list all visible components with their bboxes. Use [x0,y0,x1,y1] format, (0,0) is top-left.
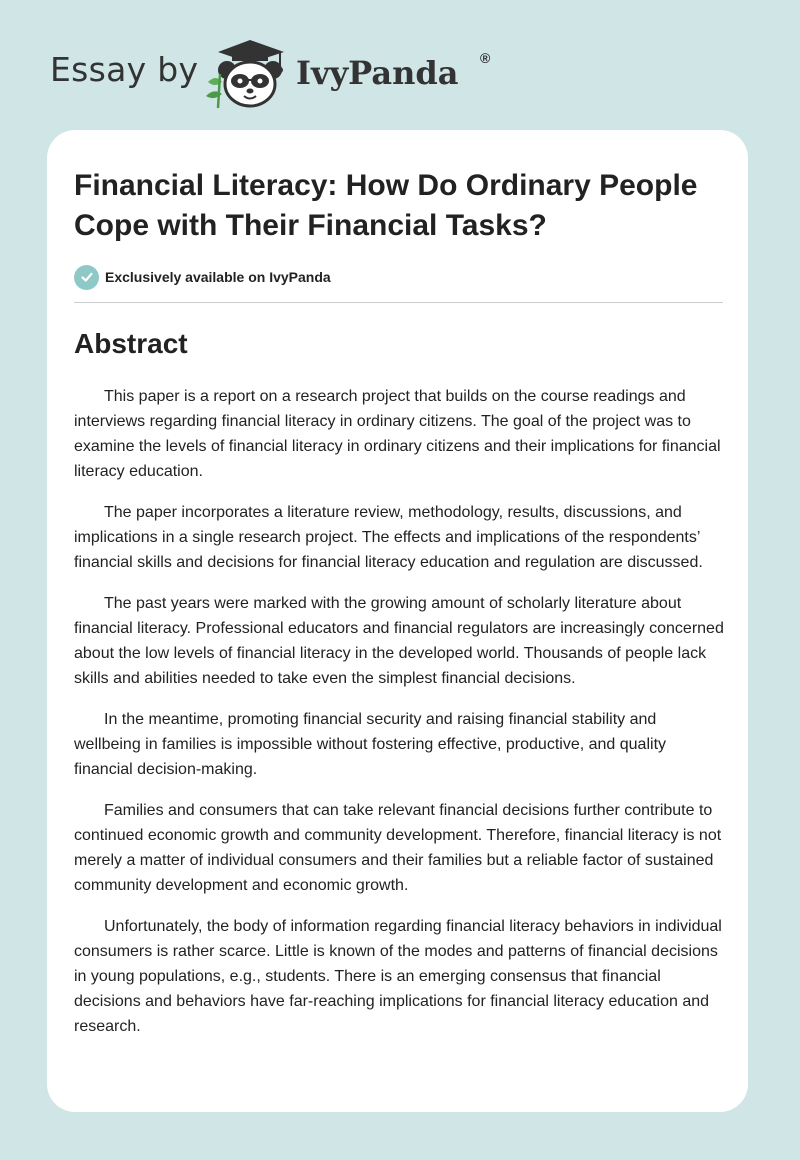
paragraph: This paper is a report on a research project that builds on the course readings and interviews regarding financial literacy in ordinary citizens. The goal of the project was to examine the levels of financial literacy in ordinary citizens and their implications for financial literacy education. [74,388,721,480]
essay-title: Financial Literacy: How Do Ordinary People Cope with Their Financial Tasks? [74,169,698,242]
essay-body [74,384,724,1055]
brand-prefix: Essay by [50,50,199,89]
site-header [50,34,510,110]
paragraph: In the meantime, promoting financial security and raising financial stability and wellbeing in families is impossible without fostering effective, productive, and quality financial decision-making. [74,711,667,778]
paragraph: Families and consumers that can take relevant financial decisions further contribute to continued economic growth and community development. Therefore, financial literacy is not merely a matter of individual consumers and their families but a reliable factor of sustained community development and economic growth. [74,802,722,894]
checkmark-icon [74,265,99,290]
brand-name[interactable]: IvyPanda [296,54,459,92]
paragraph: The paper incorporates a literature review, methodology, results, discussions, and implications in a single research project. The effects and implications of the respondents’ financial skills and decisions for financial literacy education and regulation are discussed. [74,504,703,571]
registered-mark: ® [480,50,491,66]
essay-card [47,130,748,1112]
exclusive-badge [74,264,331,290]
badge-text: Exclusively available on IvyPanda [105,269,331,285]
divider [74,302,723,303]
paragraph: The past years were marked with the growing amount of scholarly literature about financial literacy. Professional educators and financial regulators are increasingly concerned about the low levels of financial literacy in the developed world. Thousands of people lack skills and abilities needed to take even the simplest financial decisions. [74,595,724,687]
paragraph: Unfortunately, the body of information regarding financial literacy behaviors in individual consumers is rather scarce. Little is known of the modes and patterns of financial decisions in young populations, e.g., students. There is an emerging consensus that financial decisions and behaviors have far-reaching implications for financial literacy education and research. [74,918,722,1035]
section-heading-abstract: Abstract [74,328,188,359]
panda-graduate-icon[interactable] [200,34,292,110]
